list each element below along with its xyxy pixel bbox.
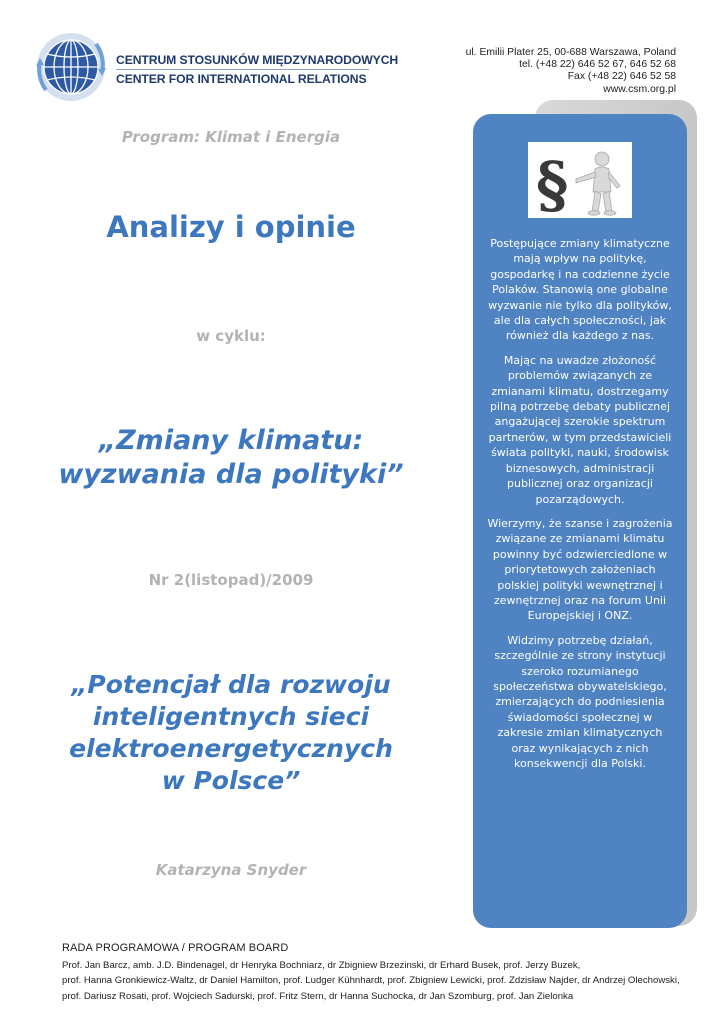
series-title bbox=[0, 424, 462, 492]
series-title-line: „Zmiany klimatu: bbox=[98, 425, 364, 456]
program-label: Program: Klimat i Energia bbox=[121, 128, 341, 146]
program-board-title: RADA PROGRAMOWA / PROGRAM BOARD bbox=[62, 942, 289, 954]
sidebar-paragraph: Postępujące zmiany klimatyczne mają wpływ na politykę, gospodarkę i na codzienne życie Polaków. Stanowią one globalne wyzwanie nie tylko dla polityków, ale dla całych społeczności, jak również dla każdego z nas. bbox=[488, 237, 672, 343]
csm-globe-logo-icon bbox=[36, 32, 106, 102]
paper-title-line: w Polsce” bbox=[161, 766, 301, 795]
board-members-line: prof. Dariusz Rosati, prof. Wojciech Sadurski, prof. Fritz Stern, dr Hanna Suchocka, dr Jan Szomburg, prof. Jan Zielonka bbox=[62, 990, 574, 1002]
sidebar-paragraph: Wierzymy, że szanse i zagrożenia związane ze zmianami klimatu powinny być odzwierciedlone w priorytetowych założeniach polskiej polityki wewnętrznej i zewnętrznej oraz na forum Unii Europejskiej i ONZ. bbox=[487, 516, 673, 623]
org-name-english: CENTER FOR INTERNATIONAL RELATIONS bbox=[116, 72, 367, 86]
author-name: Katarzyna Snyder bbox=[155, 861, 307, 879]
paragraph-figure-illustration-icon bbox=[528, 142, 632, 218]
program-board-members bbox=[62, 958, 702, 1004]
address: ul. Emilii Plater 25, 00-688 Warszawa, Poland bbox=[465, 47, 676, 58]
cycle-label: w cyklu: bbox=[196, 327, 266, 345]
website-link[interactable]: www.csm.org.pl bbox=[603, 83, 676, 95]
organization-name bbox=[116, 51, 398, 89]
paper-title-line: elektroenergetycznych bbox=[69, 734, 393, 763]
contact-block bbox=[466, 47, 676, 96]
sidebar-paragraph: Mając na uwadze złożoność problemów związanych ze zmianami klimatu, dostrzegamy pilną potrzebę debaty publicznej angażującej szerokie spektrum partnerów, w tym przedstawicieli świata polityki, nauki, środowisk biznesowych, administracji publicznej oraz organizacji pozarządowych. bbox=[488, 353, 672, 506]
org-name-divider bbox=[116, 69, 369, 70]
sidebar-paragraph: Widzimy potrzebę działań, szczególnie ze strony instytucji szeroko rozumianego społeczeństwa obywatelskiego, zmierzających do podniesienia świadomości społecznej w zakresie zmian klimatycznych oraz wynikających z nich konsekwencji dla Polski. bbox=[493, 633, 667, 770]
program-board bbox=[62, 942, 702, 1004]
series-title-line: wyzwania dla polityki” bbox=[58, 459, 404, 490]
paper-title bbox=[0, 669, 462, 797]
paper-title-line: inteligentnych sieci bbox=[92, 702, 370, 731]
fax: Fax (+48 22) 646 52 58 bbox=[567, 71, 676, 83]
board-members-line: Prof. Jan Barcz, amb. J.D. Bindenagel, dr Henryka Bochniarz, dr Zbigniew Brzezinski, dr Erhard Busek, prof. Jerzy Buzek, bbox=[62, 960, 581, 971]
org-name-polish: CENTRUM STOSUNKÓW MIĘDZYNARODOWYCH bbox=[116, 53, 399, 67]
svg-text:§: § bbox=[536, 148, 569, 218]
sidebar-text bbox=[487, 236, 673, 780]
paper-title-line: „Potencjał dla rozwoju bbox=[71, 670, 391, 699]
main-title: Analizy i opinie bbox=[106, 210, 356, 244]
board-members-line: prof. Hanna Gronkiewicz-Waltz, dr Daniel Hamilton, prof. Ludger Kühnhardt, prof. Zbigniew Lewicki, prof. Zdzisław Najder, dr Andrzej Olechowski, bbox=[62, 975, 680, 987]
telephone: tel. (+48 22) 646 52 67, 646 52 68 bbox=[519, 59, 676, 71]
issue-number: Nr 2(listopad)/2009 bbox=[148, 571, 314, 589]
